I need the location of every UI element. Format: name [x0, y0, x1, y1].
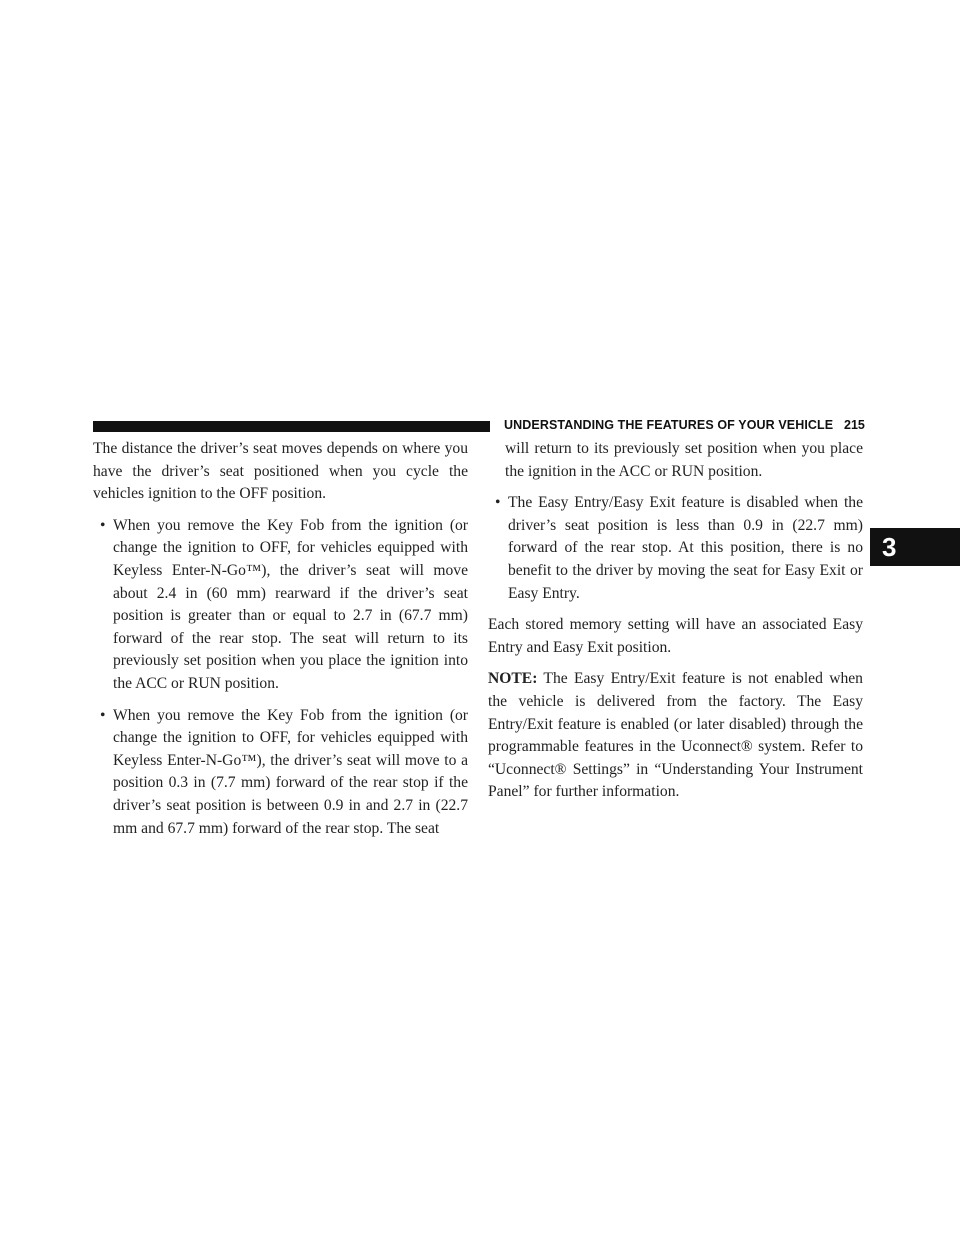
header-bar [93, 421, 490, 432]
list-item [488, 492, 863, 605]
bullet-icon: • [100, 706, 106, 724]
bullet-icon: • [100, 516, 106, 534]
continued-bullet-text: will return to its previously set position when you place the ignition in the ACC or RUN position. [505, 440, 863, 480]
page-number: 215 [844, 418, 865, 432]
note-label: NOTE: [488, 670, 538, 688]
right-column [488, 438, 863, 813]
memory-paragraph: Each stored memory setting will have an associated Easy Entry and Easy Exit position. [488, 616, 863, 656]
bullet-text: When you remove the Key Fob from the ignition (or change the ignition to OFF, for vehicles equipped with Keyless Enter-N-Go™), the driver’s seat will move about 2.4 in (60 mm) rearward if the driver’s seat position is greater than or equal to 2.7 in (67.7 mm) forward of the rear stop. The seat will return to its previously set position when you place the ignition into the ACC or RUN position. [113, 516, 468, 692]
list-item [93, 705, 468, 841]
list-item [93, 515, 468, 696]
bullet-text: When you remove the Key Fob from the ignition (or change the ignition to OFF, for vehicles equipped with Keyless Enter-N-Go™), the driver’s seat will move to a position 0.3 in (7.7 mm) forward of the rear stop if the driver’s seat position is between 0.9 in and 2.7 in (22.7 mm and 67.7 mm) forward of the rear stop. The seat [113, 706, 468, 837]
intro-paragraph: The distance the driver’s seat moves depends on where you have the driver’s seat positioned when you cycle the vehicles ignition to the OFF position. [93, 440, 468, 503]
left-column [93, 438, 468, 849]
note-paragraph [488, 668, 863, 804]
section-title: UNDERSTANDING THE FEATURES OF YOUR VEHICLE [504, 418, 834, 432]
bullet-icon: • [495, 494, 501, 512]
note-text: The Easy Entry/Exit feature is not enabled when the vehicle is delivered from the factory. The Easy Entry/Exit feature is enabled (or later disabled) through the programmable features in the Uconnect® system. Refer to “Uconnect® Settings” in “Understanding Your Instrument Panel” for further information. [488, 670, 863, 801]
bullet-text: The Easy Entry/Easy Exit feature is disabled when the driver’s seat position is less than 0.9 in (22.7 mm) forward of the rear stop. At this position, there is no benefit to the driver by moving the seat for Easy Exit or Easy Entry. [508, 494, 863, 602]
chapter-tab: 3 [870, 528, 960, 566]
